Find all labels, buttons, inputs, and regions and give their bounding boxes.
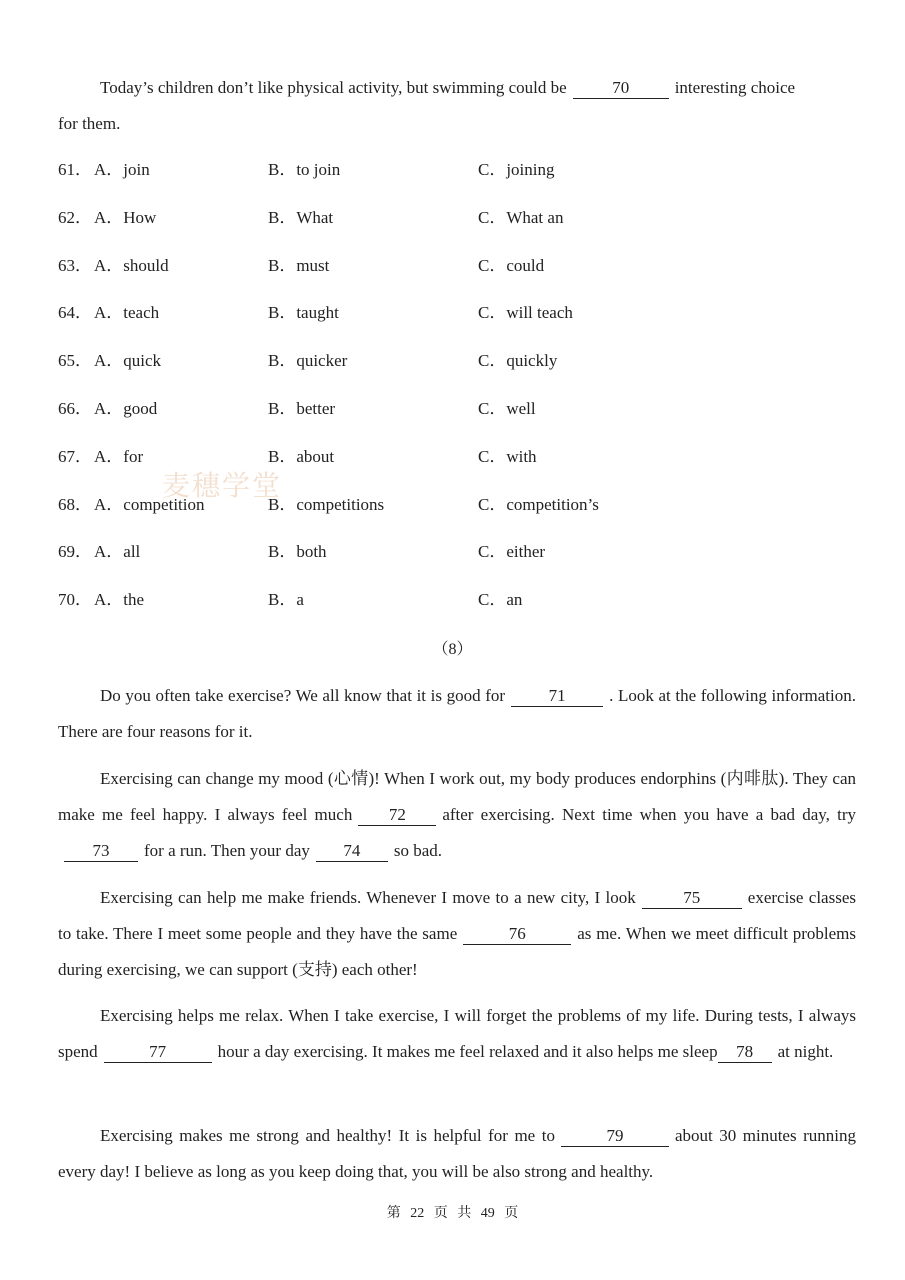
blank-70: 70: [573, 78, 669, 99]
question-number: 66．: [58, 399, 92, 418]
option-b: B．must: [268, 255, 330, 275]
option-c: C．either: [478, 542, 546, 562]
option-row: [58, 206, 858, 230]
intro-text-line2: for them.: [58, 114, 121, 133]
p1-text-1: Do you often take exercise? We all know that it is good for: [100, 686, 506, 705]
p4-text-3: at night.: [777, 1042, 834, 1061]
blank-79: 79: [561, 1126, 669, 1147]
option-a: A．should: [94, 255, 169, 275]
p5-text-2: about 30 minutes running every day! I believe as long as you keep doing that, you will be also strong and healthy.: [58, 1126, 856, 1181]
question-number: 61．: [58, 160, 92, 179]
blank-76: 76: [463, 924, 571, 945]
question-number: 62．: [58, 207, 92, 227]
option-b: B．taught: [268, 303, 339, 323]
option-a: A．join: [94, 160, 150, 179]
question-number: 65．: [58, 351, 92, 371]
option-c: C．well: [478, 399, 536, 418]
option-c: C．could: [478, 255, 545, 275]
option-a: A．the: [94, 590, 145, 610]
blank-72: 72: [358, 805, 436, 826]
option-b: B．competitions: [268, 494, 385, 514]
question-number: 64．: [58, 303, 92, 323]
option-row: [58, 301, 858, 325]
option-c: C．will teach: [478, 303, 573, 323]
page-footer: 第 22 页 共 49 页: [386, 1206, 519, 1221]
passage-paragraph-4: [58, 998, 856, 1070]
option-b: B．both: [268, 542, 327, 562]
option-c: C．competition’s: [478, 494, 599, 514]
option-a: A．for: [94, 446, 144, 466]
option-row: [58, 349, 858, 373]
intro-text: Today’s children don’t like physical activity, but swimming could be: [100, 78, 567, 97]
option-a: A．quick: [94, 351, 162, 371]
question-number: 70．: [58, 590, 92, 610]
option-row: [58, 254, 858, 278]
blank-75: 75: [642, 888, 742, 909]
p4-text-1: Exercising helps me relax. When I take exercise, I will forget the problems of my life. During tests, I always spend: [58, 1006, 856, 1061]
section-title: （8）: [432, 641, 473, 658]
passage-paragraph-1: [58, 678, 856, 750]
option-a: A．competition: [94, 494, 205, 514]
option-row: [58, 540, 858, 564]
p2-text-1: Exercising can change my mood (心情)! When I work out, my body produces endorphins (内啡肽). They can make me feel happy. I always feel much: [58, 769, 856, 824]
option-c: C．What an: [478, 207, 564, 227]
option-a: A．How: [94, 207, 157, 227]
p5-text-1: Exercising makes me strong and healthy! It is helpful for me to: [100, 1126, 555, 1145]
p3-text-1: Exercising can help me make friends. Whenever I move to a new city, I look: [100, 888, 636, 907]
intro-paragraph: [58, 70, 856, 142]
p2-text-4: so bad.: [393, 841, 443, 860]
p3-text-3: as me. When we meet difficult problems during exercising, we can support (支持) each other!: [58, 924, 856, 979]
option-row: [58, 397, 858, 421]
option-b: B．about: [268, 446, 335, 466]
option-c: C．with: [478, 446, 537, 466]
p2-text-2: after exercising. Next time when you have a bad day, try: [442, 805, 856, 824]
passage-paragraph-5: [58, 1118, 856, 1190]
blank-77: 77: [104, 1042, 212, 1063]
p2-text-3: for a run. Then your day: [144, 841, 310, 860]
p3-text-2: exercise classes to take. There I meet some people and they have the same: [58, 888, 856, 943]
option-a: A．all: [94, 542, 141, 562]
p4-text-2: hour a day exercising. It makes me feel relaxed and it also helps me sleep: [217, 1042, 718, 1061]
question-number: 68．: [58, 494, 92, 514]
option-b: B．a: [268, 590, 304, 610]
watermark: 麦穗学堂: [162, 469, 283, 502]
option-b: B．to join: [268, 160, 341, 179]
option-a: A．good: [94, 399, 158, 418]
question-number: 69．: [58, 542, 92, 562]
question-number: 63．: [58, 255, 92, 275]
p1-text-2: . Look at the following information. There are four reasons for it.: [58, 686, 856, 741]
passage-paragraph-2: [58, 761, 856, 869]
option-c: C．an: [478, 590, 523, 610]
intro-text-after: interesting choice: [674, 78, 796, 97]
question-number: 67．: [58, 446, 92, 466]
option-b: B．What: [268, 207, 334, 227]
option-a: A．teach: [94, 303, 160, 323]
option-row: [58, 588, 858, 612]
blank-73: 73: [64, 841, 138, 862]
option-row: [58, 158, 858, 182]
option-b: B．better: [268, 399, 336, 418]
passage-paragraph-3: [58, 880, 856, 988]
blank-78: 78: [718, 1042, 772, 1063]
option-c: C．joining: [478, 160, 555, 179]
blank-74: 74: [316, 841, 388, 862]
option-c: C．quickly: [478, 351, 558, 371]
blank-71: 71: [511, 686, 603, 707]
option-b: B．quicker: [268, 351, 348, 371]
